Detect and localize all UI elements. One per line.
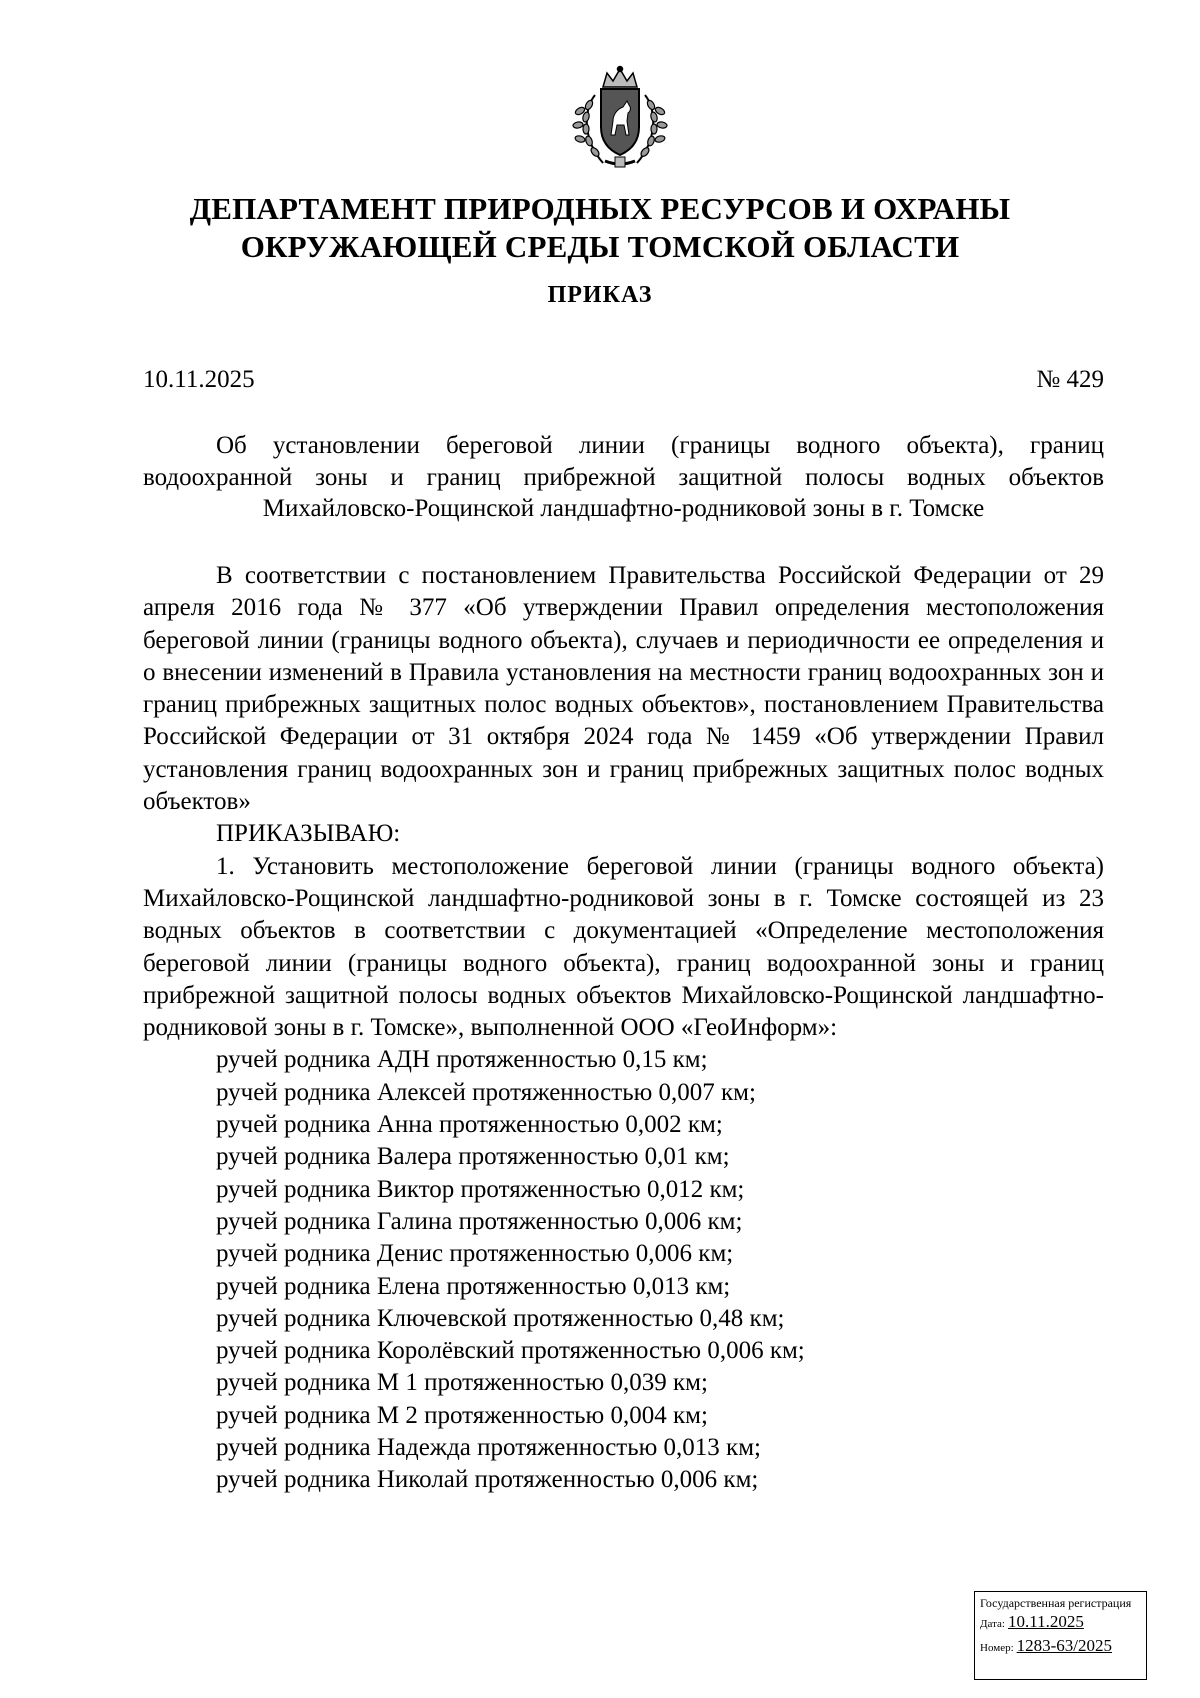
registration-stamp (974, 1591, 1147, 1680)
list-item: ручей родника Елена протяженностью 0,013 км; (216, 1272, 731, 1300)
list-item: ручей родника Валера протяженностью 0,01 км; (216, 1143, 730, 1171)
list-item: ручей родника М 1 протяженностью 0,039 км; (216, 1369, 708, 1397)
list-item: ручей родника Николай протяженностью 0,006 км; (216, 1466, 759, 1494)
order-directive: ПРИКАЗЫВАЮ: (216, 820, 401, 848)
order-subject (143, 430, 1104, 525)
department-line-2: ОКРУЖАЮЩЕЙ СРЕДЫ ТОМСКОЙ ОБЛАСТИ (240, 229, 960, 264)
list-item: ручей родника Виктор протяженностью 0,012 км; (216, 1175, 745, 1203)
list-item: ручей родника Королёвский протяженностью 0,006 км; (216, 1337, 805, 1365)
order-body (143, 560, 1104, 1497)
stamp-number-label: Номер: (980, 1642, 1014, 1654)
stamp-date-value: 10.11.2025 (1007, 1612, 1084, 1631)
document-type: ПРИКАЗ (547, 282, 653, 308)
list-item: ручей родника Надежда протяженностью 0,013 км; (216, 1434, 761, 1462)
coat-of-arms-icon (565, 65, 675, 175)
department-line-1: ДЕПАРТАМЕНТ ПРИРОДНЫХ РЕСУРСОВ И ОХРАНЫ (189, 191, 1011, 226)
stamp-title: Государственная регистрация (980, 1596, 1132, 1610)
order-date: 10.11.2025 (143, 366, 255, 393)
order-number: № 429 (1036, 366, 1104, 393)
list-item: ручей родника АДН протяженностью 0,15 км; (216, 1046, 708, 1074)
department-name (140, 190, 1060, 266)
list-item: ручей родника Денис протяженностью 0,006 км; (216, 1240, 734, 1268)
item-1-paragraph: 1. Установить местоположение береговой линии (границы водного объекта) Михайловско-Рощинской ландшафтно-родниковой зоны в г. Томске состоящей из 23 водных объектов в соответствии с документацией «Определение местоположения береговой линии (границы водного объекта), границ водоохранной зоны и границ прибрежной защитной полосы водных объектов Михайловско-Рощинской ландшафтно-родниковой зоны в г. Томске», выполненной ООО «ГеоИнформ»: (143, 852, 1104, 1042)
list-item: ручей родника М 2 протяженностью 0,004 км; (216, 1401, 708, 1429)
subject-line-3: Михайловско-Рощинской ландшафтно-родниковой зоны в г. Томске (262, 495, 985, 522)
stamp-date-row (980, 1611, 1141, 1635)
list-item: ручей родника Галина протяженностью 0,006 км; (216, 1207, 743, 1235)
list-item: ручей родника Алексей протяженностью 0,007 км; (216, 1078, 756, 1106)
subject-line-1: Об установлении береговой линии (границы водного объекта), границ (216, 432, 1104, 459)
preamble-paragraph: В соответствии с постановлением Правительства Российской Федерации от 29 апреля 2016 года № 377 «Об утверждении Правил определения местоположения береговой линии (границы водного объекта), случаев и периодичности ее определения и о внесении изменений в Правила установления на местности границ водоохранных зон и границ прибрежных защитных полос водных объектов», постановлением Правительства Российской Федерации от 31 октября 2024 года № 1459 «Об утверждении Правил установления границ водоохранных зон и границ прибрежных защитных полос водных объектов» (143, 562, 1104, 816)
subject-line-2: водоохранной зоны и границ прибрежной защитной полосы водных объектов (143, 463, 1104, 491)
list-item: ручей родника Ключевской протяженностью 0,48 км; (216, 1304, 785, 1332)
stamp-date-label: Дата: (980, 1618, 1005, 1630)
stamp-number-value: 1283-63/2025 (1016, 1636, 1113, 1655)
streams-list (143, 1044, 1104, 1496)
stamp-number-row (980, 1635, 1141, 1659)
list-item: ручей родника Анна протяженностью 0,002 км; (216, 1111, 723, 1139)
